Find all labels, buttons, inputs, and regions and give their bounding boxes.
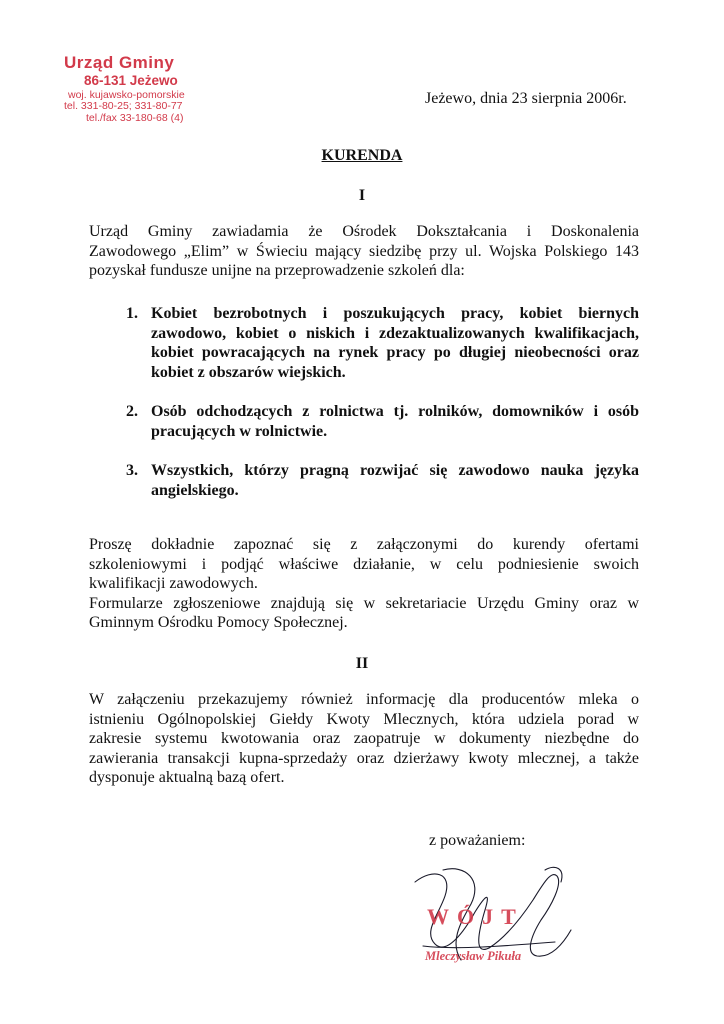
stamp-phone: tel. 331-80-25; 331-80-77 xyxy=(64,100,183,112)
text-line: Wszystkich, którzy pragną rozwijać się zawodowo nauka języka xyxy=(151,462,639,479)
text-line: pracujących w rolnictwie. xyxy=(151,422,328,440)
text-line: Gminnym Ośrodku Pomocy Społecznej. xyxy=(89,614,348,631)
official-stamp xyxy=(424,904,524,963)
text-line: Zawodowego „Elim” w Świeciu mający siedzibę przy ul. Wojska Polskiego 143 xyxy=(89,242,639,260)
list-item xyxy=(126,461,639,500)
stamp-fax: tel./fax 33-180-68 (4) xyxy=(86,111,184,124)
stamp-postal-address: 86-131 Jeżewo xyxy=(84,73,178,88)
text-line: angielskiego. xyxy=(151,481,239,499)
text-line: szkoleniowymi i podjąć właściwe działanie, w celu podniesienie swoich xyxy=(89,555,639,573)
list-item-text xyxy=(151,461,639,500)
list-item xyxy=(126,304,639,382)
stamp-title: WÓJT xyxy=(427,904,524,929)
closing-salutation: z poważaniem: xyxy=(429,832,526,849)
list-item-number: 2. xyxy=(126,403,138,420)
text-line: Osób odchodzących z rolnictwa tj. rolników, domowników i osób xyxy=(151,403,639,420)
text-line: zawodowo, kobiet o niskich i zdezaktualizowanych kwalifikacjach, xyxy=(151,324,639,342)
office-stamp xyxy=(64,54,224,123)
list-item-number: 1. xyxy=(126,305,138,322)
section-2-heading: II xyxy=(355,655,369,672)
section-1-outro xyxy=(89,535,639,633)
stamp-office-name: Urząd Gminy xyxy=(64,53,175,72)
text-line: zawierania transakcji kupna-sprzedaży oraz dzierżawy kwoty mlecznej, a także xyxy=(89,749,639,767)
stamp-name: Mleczysław Pikuła xyxy=(425,949,522,963)
signature xyxy=(405,860,580,975)
text-line: istnieniu Ogólnopolskiej Giełdy Kwoty Mlecznych, która udziela porad w xyxy=(89,710,639,728)
text-line: dysponuje aktualną bazą ofert. xyxy=(89,769,285,786)
text-line: kobiet z obszarów wiejskich. xyxy=(151,363,346,381)
text-line: Formularze zgłoszeniowe znajdują się w sekretariacie Urzędu Gminy oraz w xyxy=(89,594,639,612)
text-line: Kobiet bezrobotnych i poszukujących pracy, kobiet biernych xyxy=(151,305,639,322)
section-1-intro xyxy=(89,222,639,281)
list-item-text xyxy=(151,304,639,382)
place-date: Jeżewo, dnia 23 sierpnia 2006r. xyxy=(425,90,627,107)
text-line: Urząd Gminy zawiadamia że Ośrodek Dokształcania i Doskonalenia xyxy=(89,223,639,240)
text-line: Proszę dokładnie zapoznać się z załączonymi do kurendy ofertami xyxy=(89,536,639,553)
text-line: kwalifikacji zawodowych. xyxy=(89,575,258,592)
section-1-heading: I xyxy=(358,187,366,204)
list-item-number: 3. xyxy=(126,462,138,479)
text-line: pozyskał fundusze unijne na przeprowadzenie szkoleń dla: xyxy=(89,262,465,279)
list-item-text xyxy=(151,402,639,441)
text-line: kobiet powracających na rynek pracy po długiej nieobecności oraz xyxy=(151,344,639,361)
section-2-body xyxy=(89,690,639,788)
text-line: W załączeniu przekazujemy również informację dla producentów mleka o xyxy=(89,691,639,708)
list-item xyxy=(126,402,639,441)
document-title: KURENDA xyxy=(321,147,403,164)
stamp-voivodeship: woj. kujawsko-pomorskie xyxy=(68,88,185,101)
text-line: zakresie systemu kwotowania oraz zaopatruje w dokumenty niezbędne do xyxy=(89,730,639,747)
